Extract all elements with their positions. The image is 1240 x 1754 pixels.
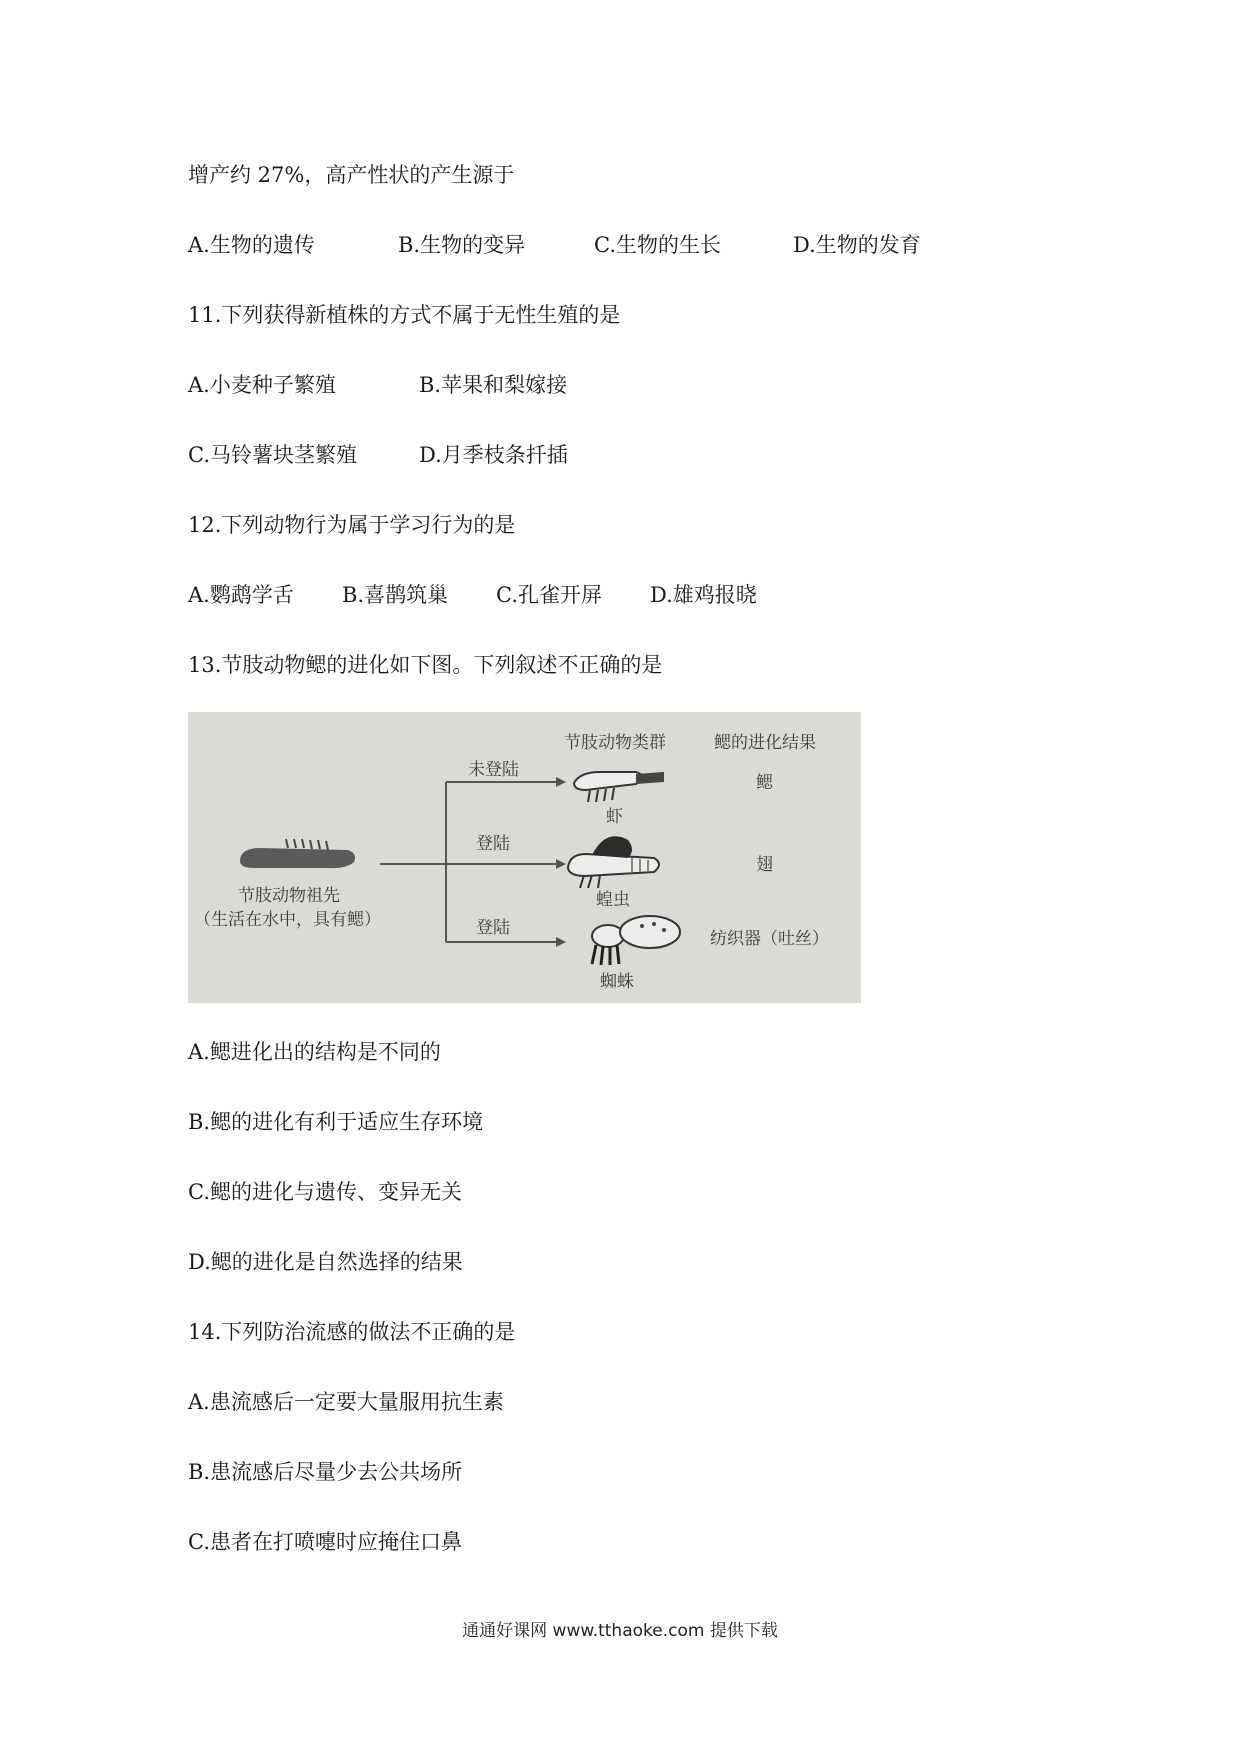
q14-option-b: B.患流感后尽量少去公共场所 [188,1460,463,1484]
q14-stem: 14.下列防治流感的做法不正确的是 [188,1320,516,1344]
gill-evolution-figure [188,712,861,1003]
q12-option-b: B.喜鹊筑巢 [342,583,449,607]
figure-header-result: 鳃的进化结果 [714,733,816,753]
branch-2-path: 登陆 [476,834,510,854]
q12-stem: 12.下列动物行为属于学习行为的是 [188,513,516,537]
q14-option-c: C.患者在打喷嚏时应掩住口鼻 [188,1530,462,1554]
q13-option-c: C.鳃的进化与遗传、变异无关 [188,1180,462,1204]
q10-stem: 增产约 27%，高产性状的产生源于 [188,163,515,187]
q10-option-d: D.生物的发育 [793,233,921,257]
branch-3-path: 登陆 [476,918,510,938]
q10-option-b: B.生物的变异 [398,233,526,257]
q13-option-a: A.鳃进化出的结构是不同的 [188,1040,441,1064]
ancestor-label: 节肢动物祖先 [238,886,340,906]
q11-option-b: B.苹果和梨嫁接 [419,373,568,397]
grasshopper-icon [568,836,659,888]
q13-stem: 13.节肢动物鳃的进化如下图。下列叙述不正确的是 [188,653,663,677]
q12-option-a: A.鹦鹉学舌 [188,583,294,607]
branch-1-path: 未登陆 [468,760,519,780]
branch-2-result: 翅 [756,855,773,875]
gill-evolution-diagram [188,712,861,1003]
figure-header-group: 节肢动物类群 [564,733,666,753]
branch-2-animal: 蝗虫 [596,890,630,910]
branch-3-animal: 蜘蛛 [600,972,634,992]
q10-option-c: C.生物的生长 [594,233,721,257]
q11-option-d: D.月季枝条扦插 [419,443,568,467]
ancestor-arthropod-icon [240,839,355,868]
branch-1-animal: 虾 [606,807,623,827]
ancestor-note: （生活在水中，具有鳃） [194,910,381,930]
branch-1-result: 鳃 [756,773,773,793]
shrimp-icon [574,772,664,802]
arrow-heads [556,777,566,947]
q12-option-c: C.孔雀开屏 [496,583,602,607]
page-footer: 通通好课网 www.tthaoke.com 提供下载 [462,1621,778,1641]
q11-stem: 11.下列获得新植株的方式不属于无性生殖的是 [188,303,621,327]
q11-option-a: A.小麦种子繁殖 [188,373,336,397]
q11-option-c: C.马铃薯块茎繁殖 [188,443,357,467]
spider-icon [592,916,680,965]
q10-option-a: A.生物的遗传 [188,233,315,257]
q14-option-a: A.患流感后一定要大量服用抗生素 [188,1390,504,1414]
q13-option-b: B.鳃的进化有利于适应生存环境 [188,1110,484,1134]
branch-arrows [380,782,556,942]
branch-3-result: 纺织器（吐丝） [710,929,829,949]
q13-option-d: D.鳃的进化是自然选择的结果 [188,1250,463,1274]
q12-option-d: D.雄鸡报晓 [650,583,757,607]
